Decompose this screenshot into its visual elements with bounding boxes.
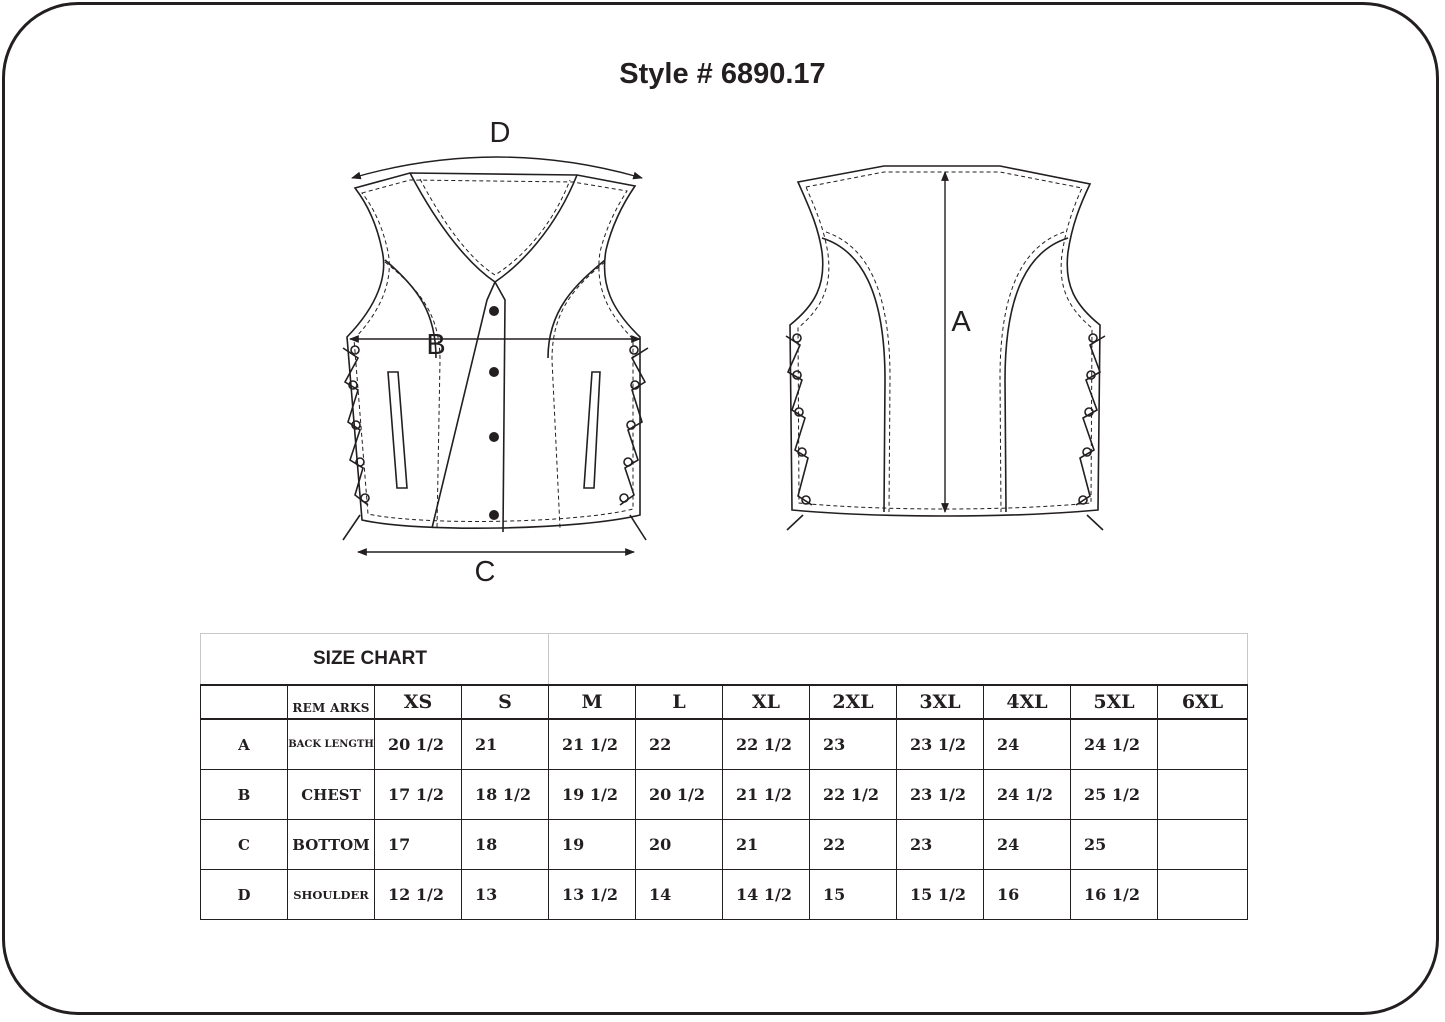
remarks-header: REM ARKS (288, 685, 375, 719)
size-chart-caption: SIZE CHART (201, 634, 549, 686)
size-header: XS (375, 685, 462, 719)
table-cell: 25 (1071, 820, 1158, 870)
size-header: 6XL (1158, 685, 1248, 719)
header-blank-cell (201, 685, 288, 719)
table-cell: 22 1/2 (723, 719, 810, 770)
size-chart-header-row (201, 685, 1248, 719)
table-cell: 18 1/2 (462, 770, 549, 820)
table-cell: 15 (810, 870, 897, 920)
size-header: M (549, 685, 636, 719)
table-row (201, 870, 1248, 920)
front-vest-drawing (343, 173, 648, 540)
table-cell: 19 (549, 820, 636, 870)
table-cell: 24 (984, 820, 1071, 870)
row-letter: B (201, 770, 288, 820)
dimension-c-label: C (474, 556, 496, 588)
style-title: Style # 6890.17 (619, 58, 826, 90)
dimension-d-arrow (352, 157, 642, 178)
row-letter: D (201, 870, 288, 920)
table-cell: 23 1/2 (897, 770, 984, 820)
size-header: 5XL (1071, 685, 1158, 719)
table-cell: 17 1/2 (375, 770, 462, 820)
table-row (201, 719, 1248, 770)
size-header: 3XL (897, 685, 984, 719)
table-row (201, 770, 1248, 820)
dimension-d-label: D (489, 117, 511, 149)
table-cell (1158, 870, 1248, 920)
table-cell: 23 (810, 719, 897, 770)
table-cell: 21 1/2 (549, 719, 636, 770)
size-chart-caption-blank (549, 634, 1248, 686)
table-cell: 25 1/2 (1071, 770, 1158, 820)
row-remark: BOTTOM (288, 820, 375, 870)
table-row (201, 820, 1248, 870)
table-cell: 19 1/2 (549, 770, 636, 820)
row-remark: CHEST (288, 770, 375, 820)
table-cell: 14 (636, 870, 723, 920)
table-cell (1158, 719, 1248, 770)
table-cell (1158, 770, 1248, 820)
size-chart-caption-row (201, 634, 1248, 686)
table-cell: 20 (636, 820, 723, 870)
table-cell: 21 (723, 820, 810, 870)
table-cell: 23 1/2 (897, 719, 984, 770)
table-cell: 24 1/2 (1071, 719, 1158, 770)
table-cell: 17 (375, 820, 462, 870)
dimension-b-label: B (426, 329, 446, 361)
table-cell: 14 1/2 (723, 870, 810, 920)
table-cell: 20 1/2 (375, 719, 462, 770)
table-cell: 12 1/2 (375, 870, 462, 920)
row-remark: BACK LENGTH (288, 719, 375, 770)
table-cell: 16 1/2 (1071, 870, 1158, 920)
table-cell: 13 (462, 870, 549, 920)
table-cell: 15 1/2 (897, 870, 984, 920)
row-remark: SHOULDER (288, 870, 375, 920)
table-cell: 13 1/2 (549, 870, 636, 920)
table-cell: 24 1/2 (984, 770, 1071, 820)
table-cell: 16 (984, 870, 1071, 920)
row-letter: C (201, 820, 288, 870)
row-letter: A (201, 719, 288, 770)
table-cell: 22 1/2 (810, 770, 897, 820)
size-header: L (636, 685, 723, 719)
table-cell: 24 (984, 719, 1071, 770)
table-cell: 22 (636, 719, 723, 770)
front-buttons (489, 306, 499, 520)
table-cell: 21 (462, 719, 549, 770)
table-cell (1158, 820, 1248, 870)
size-header: XL (723, 685, 810, 719)
size-header: 2XL (810, 685, 897, 719)
size-header: S (462, 685, 549, 719)
size-header: 4XL (984, 685, 1071, 719)
table-cell: 18 (462, 820, 549, 870)
table-cell: 23 (897, 820, 984, 870)
dimension-a-label: A (951, 306, 971, 338)
table-cell: 21 1/2 (723, 770, 810, 820)
size-chart-table (200, 633, 1248, 920)
table-cell: 20 1/2 (636, 770, 723, 820)
table-cell: 22 (810, 820, 897, 870)
